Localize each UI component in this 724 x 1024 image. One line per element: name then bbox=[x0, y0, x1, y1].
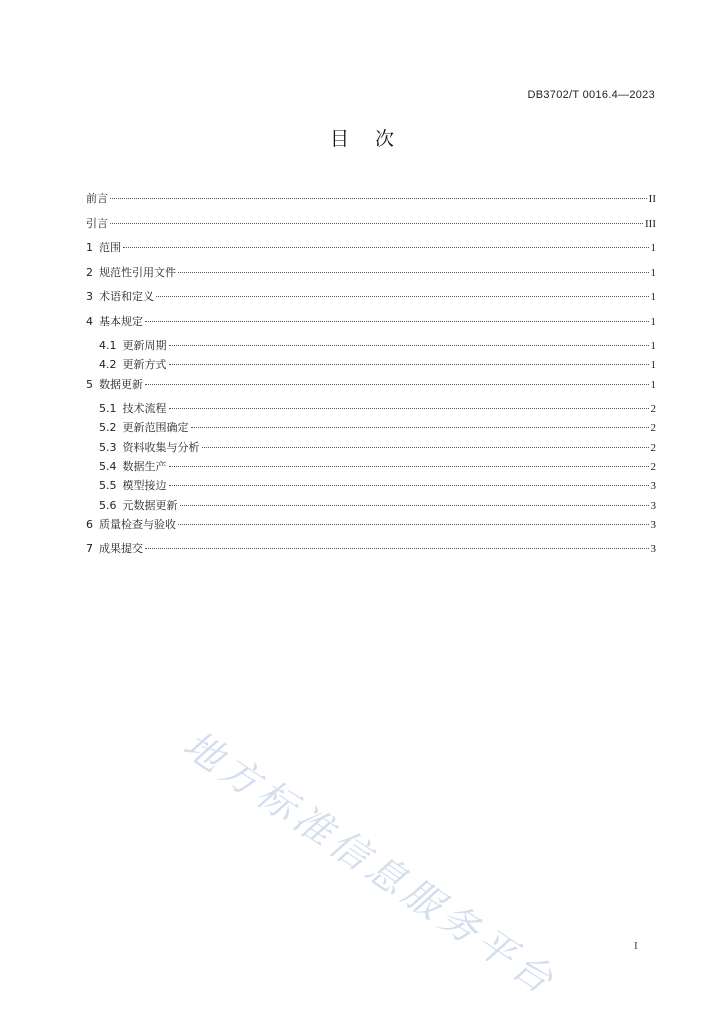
toc-entry[interactable] bbox=[86, 402, 656, 421]
toc-entry-label: 成果提交 bbox=[99, 542, 143, 556]
toc-entry-label: 前言 bbox=[86, 192, 108, 205]
toc-entry-number: 3 bbox=[86, 290, 93, 303]
toc-entry-number: 4.1 bbox=[99, 339, 117, 352]
toc-entry-page: II bbox=[648, 193, 656, 205]
toc-entry-page: 1 bbox=[650, 378, 656, 391]
toc-entry-number: 5.2 bbox=[99, 421, 117, 435]
toc-entry-page: 2 bbox=[650, 422, 656, 435]
toc-entry-page: 1 bbox=[650, 340, 656, 352]
toc-dot-leader bbox=[169, 466, 649, 467]
toc-dot-leader bbox=[180, 505, 649, 506]
table-of-contents bbox=[86, 192, 656, 567]
toc-dot-leader bbox=[191, 427, 649, 428]
toc-entry-page: 1 bbox=[650, 315, 656, 328]
toc-dot-leader bbox=[169, 485, 649, 486]
toc-entry-number: 5.3 bbox=[99, 440, 117, 454]
toc-entry-label: 基本规定 bbox=[99, 314, 143, 328]
toc-dot-leader bbox=[202, 447, 649, 448]
toc-entry-label: 引言 bbox=[86, 216, 108, 230]
toc-dot-leader bbox=[145, 384, 649, 385]
toc-entry[interactable] bbox=[86, 518, 656, 543]
toc-dot-leader bbox=[178, 272, 649, 273]
toc-entry-number: 6 bbox=[86, 517, 93, 531]
toc-dot-leader bbox=[169, 408, 649, 409]
toc-entry-number: 5.1 bbox=[99, 402, 117, 416]
toc-entry[interactable] bbox=[86, 290, 656, 315]
toc-entry-number: 1 bbox=[86, 241, 93, 254]
toc-entry[interactable] bbox=[86, 241, 656, 266]
toc-entry-label: 范围 bbox=[99, 241, 121, 254]
toc-entry-label: 数据生产 bbox=[122, 459, 167, 473]
toc-dot-leader bbox=[123, 247, 649, 248]
toc-entry[interactable] bbox=[86, 460, 656, 479]
toc-entry-label: 术语和定义 bbox=[99, 290, 154, 303]
toc-entry[interactable] bbox=[86, 192, 656, 217]
toc-dot-leader bbox=[110, 223, 643, 224]
toc-entry-number: 5.6 bbox=[99, 498, 117, 512]
toc-entry-number: 7 bbox=[86, 542, 93, 556]
document-code: DB3702/T 0016.4—2023 bbox=[527, 89, 655, 101]
toc-entry-page: 1 bbox=[650, 242, 656, 254]
toc-entry-label: 技术流程 bbox=[122, 402, 167, 416]
toc-entry-page: 2 bbox=[650, 441, 656, 454]
toc-entry-number: 5.5 bbox=[99, 479, 117, 493]
toc-entry-label: 元数据更新 bbox=[122, 498, 178, 512]
toc-entry[interactable] bbox=[86, 378, 656, 403]
toc-dot-leader bbox=[169, 345, 649, 346]
toc-dot-leader bbox=[178, 524, 649, 525]
toc-entry-label: 更新方式 bbox=[122, 358, 167, 372]
watermark: 地方标准信息服务平台 bbox=[175, 722, 566, 1005]
toc-entry-number: 2 bbox=[86, 265, 93, 279]
toc-entry-page: 3 bbox=[650, 518, 656, 531]
toc-entry-page: 1 bbox=[650, 266, 656, 279]
toc-dot-leader bbox=[169, 364, 649, 365]
toc-entry-page: 3 bbox=[650, 543, 656, 556]
toc-entry-page: 2 bbox=[650, 460, 656, 473]
toc-entry-page: 1 bbox=[650, 291, 656, 303]
toc-entry-page: 1 bbox=[650, 359, 656, 372]
toc-entry-number: 4.2 bbox=[99, 358, 117, 372]
page-title: 目次 bbox=[329, 128, 420, 150]
toc-entry-number: 4 bbox=[86, 314, 93, 328]
toc-entry-page: 3 bbox=[650, 499, 656, 512]
toc-entry[interactable] bbox=[86, 217, 656, 242]
toc-entry-label: 质量检查与验收 bbox=[99, 517, 176, 531]
toc-entry-page: III bbox=[645, 217, 656, 230]
toc-entry[interactable] bbox=[86, 441, 656, 460]
toc-entry-label: 更新范围确定 bbox=[122, 421, 189, 435]
toc-entry[interactable] bbox=[86, 358, 656, 377]
toc-entry-label: 模型接边 bbox=[122, 479, 167, 493]
toc-entry-label: 更新周期 bbox=[122, 339, 167, 352]
page-number: I bbox=[634, 940, 638, 952]
toc-entry[interactable] bbox=[86, 499, 656, 518]
toc-entry-number: 5 bbox=[86, 377, 93, 391]
toc-entry-page: 3 bbox=[650, 480, 656, 493]
toc-entry-number: 5.4 bbox=[99, 459, 117, 473]
toc-dot-leader bbox=[145, 548, 649, 549]
toc-entry[interactable] bbox=[86, 421, 656, 440]
toc-dot-leader bbox=[110, 198, 647, 199]
toc-entry[interactable] bbox=[86, 479, 656, 498]
toc-entry[interactable] bbox=[86, 315, 656, 340]
toc-entry[interactable] bbox=[86, 542, 656, 567]
toc-entry[interactable] bbox=[86, 266, 656, 291]
toc-entry-page: 2 bbox=[650, 403, 656, 416]
toc-dot-leader bbox=[145, 321, 649, 322]
toc-dot-leader bbox=[156, 296, 649, 297]
toc-entry[interactable] bbox=[86, 339, 656, 358]
toc-entry-label: 规范性引用文件 bbox=[99, 265, 176, 279]
toc-entry-label: 数据更新 bbox=[99, 377, 143, 391]
toc-entry-label: 资料收集与分析 bbox=[122, 440, 200, 454]
